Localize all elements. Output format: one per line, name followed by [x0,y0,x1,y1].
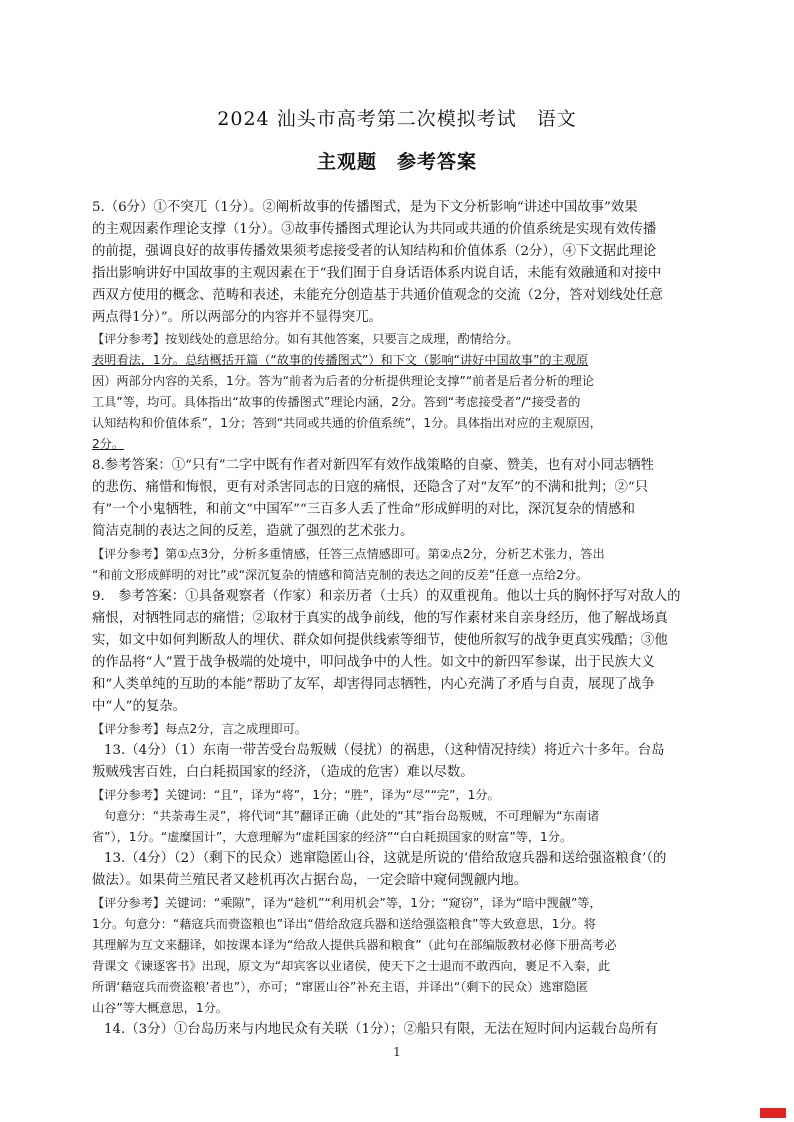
q5-answer-line: 的前提，强调良好的故事传播效果须考虑接受者的认知结构和价值体系（2分），④下文据此理论 [92,244,657,259]
q5-answer-line: 5.（6分）①不突兀（1分）。②阐析故事的传播图式，是为下文分析影响“讲述中国故事”效果 [92,200,638,215]
q13-1-scoring-line: 句意分：“共荼毒生灵”，将代词“其”翻译正确（此处的“其”指台岛叛贼，不可理解为“东南诸 [104,809,600,823]
q13-1-scoring-line: 【评分参考】关键词：“且”，译为“将”，1分；“胜”，译为“尽”“完”，1分。 [92,788,500,802]
q13-1-answer-line: 13.（4分）（1）东南一带苦受台岛叛贼（侵扰）的祸患，（这种情况持续）将近六十多年。台岛 [104,743,665,758]
q13-2-scoring-line: 山谷”等大概意思，1分。 [92,1001,228,1015]
q13-2-answer-line: 13.（4分）（2）（剩下的民众）逃窜隐匿山谷，这就是所说的‘借给敌寇兵器和送给强盗粮食’（的 [104,851,667,866]
q5-scoring-line: 【评分参考】按划线处的意思给分。如有其他答案，只要言之成理，酌情给分。 [92,332,519,346]
q5-scoring-line: 工具”等，均可。具体指出“故事的传播图式”理论内涵，2分。答到“考虑接受者”/“接受者的 [92,395,581,409]
q8-scoring-line: 【评分参考】第①点3分，分析多重情感，任答三点情感即可。第②点2分，分析艺术张力，答出 [92,547,605,561]
q13-2-scoring-line: 其理解为互文来翻译，如按课本译为“给敌人提供兵器和粮食”（此句在部编版教材必修下册高考必 [92,938,617,952]
q5-scoring-line: 表明看法，1分。总结概括开篇（“故事的传播图式”）和下文（影响“讲好中国故事”的主观原 [92,353,589,367]
q5-answer-line: 的主观因素作理论支撑（1分）。③故事传播图式理论认为共同或共通的价值系统是实现有效传播 [92,222,657,237]
q9-answer-line: 中“人”的复杂。 [92,699,187,714]
q13-2-scoring-line: 【评分参考】关键词：“乘隙”，译为“趁机”“利用机会”等，1分；“窥窃”，译为“暗中觊觎”等， [92,896,602,910]
red-corner-mark [760,1108,786,1118]
q13-2-answer-line: 做法）。如果荷兰殖民者又趁机再次占据台岛，一定会暗中窥伺觊觎内地。 [92,873,528,888]
q5-scoring-line: 认知结构和价值体系”，1分；答到“共同或共通的价值系统”，1分。具体指出对应的主观原因， [92,416,602,430]
q8-answer-line: 有”一个小鬼牺牲，和前文“中国军”“三百多人丢了性命”形成鲜明的对比，深沉复杂的情感和 [92,502,636,517]
q13-1-scoring-line: 省”），1分。“虚糜国计”，大意理解为“虚耗国家的经济”“白白耗损国家的财富”等，1分。 [92,830,573,844]
page-number: 1 [393,1045,401,1059]
q8-answer-line: 的悲伤、痛惜和悔恨，更有对杀害同志的日寇的痛恨，还隐含了对“友军”的不满和批判；②“只 [92,480,649,495]
q13-2-scoring-line: 所谓‘藉寇兵而赍盗粮’者也”），亦可；“窜匿山谷”补充主语，并译出“（剩下的民众）逃窜隐匿 [92,980,589,994]
q5-scoring-line: 2分。 [92,437,125,451]
q8-answer-line: 简洁克制的表达之间的反差，造就了强烈的艺术张力。 [92,524,414,539]
q13-1-answer-line: 叛贼残害百姓，白白耗损国家的经济，（造成的危害）难以尽数。 [92,765,474,780]
document-subtitle: 主观题 参考答案 [316,151,477,173]
q9-answer-line: 痛恨，对牺牲同志的痛惜；②取材于真实的战争前线，他的写作素材来自亲身经历，他了解战场真 [92,611,668,626]
q5-answer-line: 指出影响讲好中国故事的主观因素在于“我们囿于自身话语体系内说自话，未能有效融通和对接中 [92,266,662,281]
q5-scoring-line: 因）两部分内容的关系，1分。答为“前者为后者的分析提供理论支撑”“前者是后者分析的理论 [92,374,595,388]
q5-answer-line: 西双方使用的概念、范畴和表述，未能充分创造基于共通价值观念的交流（2分，答对划线处任意 [92,288,663,303]
q13-2-scoring-line: 1分。句意分：“藉寇兵而赍盗粮也”译出“借给敌寇兵器和送给强盗粮食”等大致意思，1分。将 [92,917,596,931]
q13-2-scoring-line: 背课文《谏逐客书》出现，原文为“却宾客以业诸侯，使天下之士退而不敢西向，裹足不入秦，此 [92,959,611,973]
q14-answer-line: 14.（3分）①台岛历来与内地民众有关联（1分）；②船只有限，无法在短时间内运载台岛所有 [104,1022,658,1037]
q9-answer-line: 的作品将“人”置于战争极端的处境中，叩问战争中的人性。如文中的新四军参谋，出于民族大义 [92,655,655,670]
q8-scoring-line: “和前文形成鲜明的对比”或“深沉复杂的情感和简洁克制的表达之间的反差”任意一点给2分。 [92,568,589,582]
q8-answer-line: 8.参考答案：①“只有”二字中既有作者对新四军有效作战策略的自豪、赞美，也有对小同志牺牲 [92,458,655,473]
q9-answer-line: 实，如文中如何判断敌人的埋伏、群众如何提供线索等细节，使他所叙写的战争更真实残酷；③他 [92,633,668,648]
q5-answer-line: 两点得1分）”。所以两部分的内容并不显得突兀。 [92,310,382,325]
q9-answer-line: 和“人类单纯的互助的本能”帮助了友军，却害得同志牺牲，内心充满了矛盾与自责，展现了战争 [92,677,655,692]
document-title: 2024 汕头市高考第二次模拟考试 语文 [217,108,577,130]
q9-answer-line: 9. 参考答案：①具备观察者（作家）和亲历者（士兵）的双重视角。他以士兵的胸怀抒写对敌人的 [92,589,681,604]
q9-scoring-line: 【评分参考】每点2分，言之成理即可。 [92,722,307,736]
